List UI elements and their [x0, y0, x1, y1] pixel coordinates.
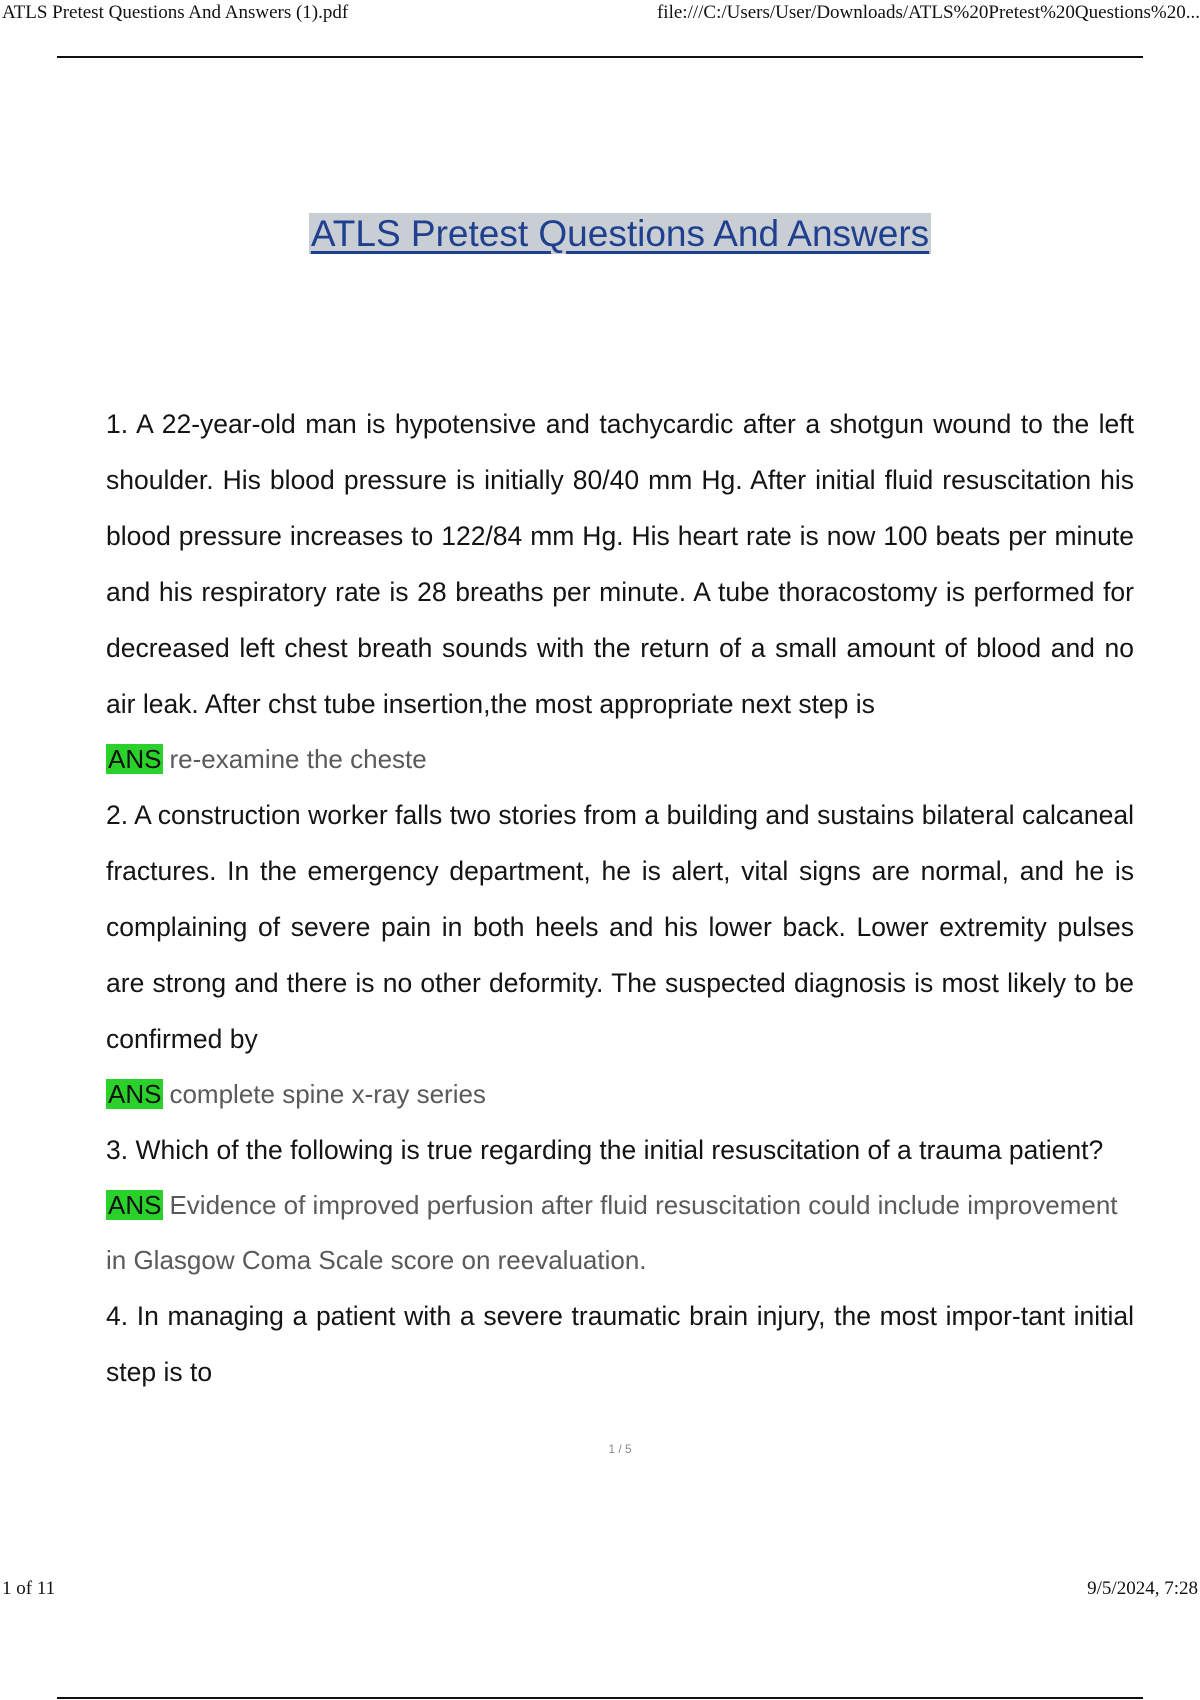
answer-1 [106, 732, 1134, 787]
footer-divider [57, 1697, 1143, 1699]
question-1: 1. A 22-year-old man is hypotensive and tachycardic after a shotgun wound to the left shoulder. His blood pressure is initially 80/40 mm Hg. After initial fluid resuscitation his blood pressure increases to 122/84 mm Hg. His heart rate is now 100 beats per minute and his respiratory rate is 28 breaths per minute. A tube thoracostomy is performed for decreased left chest breath sounds with the return of a small amount of blood and no air leak. After chst tube insertion,the most appropriate next step is [106, 409, 1134, 719]
page-counter: 1 / 5 [608, 1442, 632, 1456]
answer-1-text: re-examine the cheste [169, 744, 427, 774]
question-2: 2. A construction worker falls two stories from a building and sustains bilateral calcaneal fractures. In the emergency department, he is alert, vital signs are normal, and he is complaining of severe pain in both heels and his lower back. Lower extremity pulses are strong and there is no other deformity. The suspected diagnosis is most likely to be confirmed by [106, 800, 1134, 1054]
answer-3-text: Evidence of improved perfusion after fluid resuscitation could include improvement in Glasgow Coma Scale score on reevaluation. [106, 1190, 1118, 1275]
print-footer-page: 1 of 11 [2, 1578, 56, 1599]
print-header [0, 0, 1200, 26]
question-4: 4. In managing a patient with a severe traumatic brain injury, the most impor-tant initial step is to [106, 1301, 1134, 1387]
document-body [106, 396, 1134, 1400]
answer-3 [106, 1178, 1134, 1288]
print-footer-datetime: 9/5/2024, 7:28 [1087, 1578, 1198, 1599]
answer-2 [106, 1067, 1134, 1122]
print-header-url: file:///C:/Users/User/Downloads/ATLS%20Pretest%20Questions%20... [656, 2, 1200, 23]
header-divider [57, 56, 1143, 58]
ans-label: ANS [108, 1079, 162, 1109]
ans-label: ANS [108, 744, 162, 774]
question-3: 3. Which of the following is true regarding the initial resuscitation of a trauma patient? [106, 1135, 1104, 1165]
ans-label: ANS [108, 1190, 162, 1220]
document-title-text: ATLS Pretest Questions And Answers [310, 213, 930, 254]
document-title [0, 213, 1200, 255]
print-header-filename: ATLS Pretest Questions And Answers (1).pdf [2, 2, 349, 23]
answer-2-text: complete spine x-ray series [169, 1079, 486, 1109]
